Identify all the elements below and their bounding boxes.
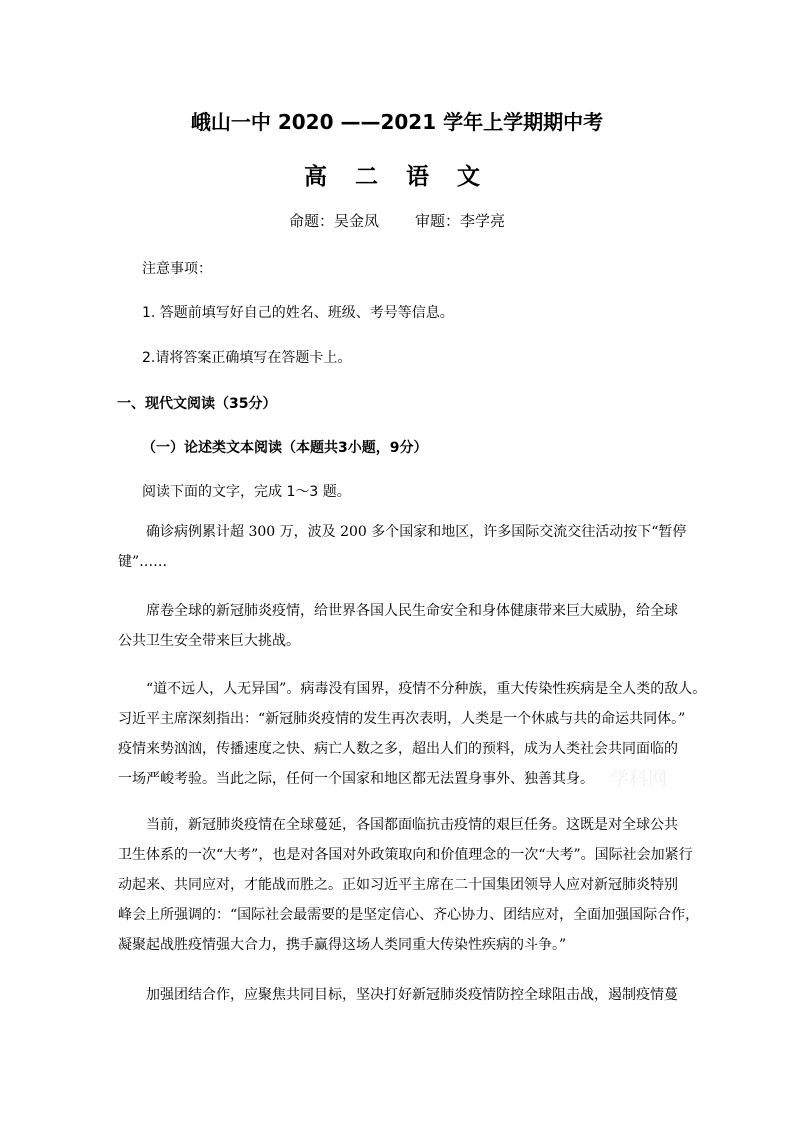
exam-subject: 高 二 语 文 (303, 164, 491, 190)
paragraph-line: 疫情来势汹汹，传播速度之快、病亡人数之多，超出人们的预料，成为人类社会共同面临的 (118, 741, 678, 757)
paragraph-line: 一场严峻考验。当此之际，任何一个国家和地区都无法置身事外、独善其身。 (118, 771, 594, 787)
passage-paragraph-2 (118, 596, 684, 656)
paragraph-line: 键”…… (118, 554, 168, 570)
paragraph-line: 动起来、共同应对，才能战而胜之。正如习近平主席在二十国集团领导人应对新冠肺炎特别 (118, 877, 678, 893)
section-title: 一、现代文阅读（35分） (117, 396, 277, 412)
passage-paragraph-5 (118, 980, 684, 1010)
reading-instruction: 阅读下面的文字，完成 1～3 题。 (142, 484, 351, 500)
passage-paragraph-3 (118, 674, 707, 794)
passage-paragraph-1 (118, 517, 687, 577)
subsection-title: （一）论述类文本阅读（本题共3小题，9分） (142, 440, 428, 456)
paragraph-line: 卫生体系的一次“大考”，也是对各国对外政策取向和价值理念的一次“大考”。国际社会加紧行 (118, 847, 693, 863)
paragraph-line: 公共卫生安全带来巨大挑战。 (118, 633, 300, 649)
paragraph-line: 峰会上所强调的：“国际社会最需要的是坚定信心、齐心协力、团结应对，全面加强国际合作， (118, 907, 700, 923)
paragraph-line: 加强团结合作，应聚焦共同目标，坚决打好新冠肺炎疫情防控全球阻击战，遏制疫情蔓 (146, 987, 678, 1003)
exam-authors (0, 210, 794, 231)
notice-item-1: 1. 答题前填写好自己的姓名、班级、考号等信息。 (142, 305, 454, 321)
exam-title: 峨山一中 2020 ——2021 学年上学期期中考 (190, 110, 604, 134)
setter-label: 命题：吴金凤 (288, 212, 379, 230)
watermark: 学科网 (610, 768, 668, 790)
notice-item-2: 2.请将答案正确填写在答题卡上。 (142, 350, 352, 366)
paragraph-line: “道不远人，人无异国”。病毒没有国界，疫情不分种族，重大传染性疾病是全人类的敌人。 (146, 681, 707, 697)
paragraph-line: 当前，新冠肺炎疫情在全球蔓延，各国都面临抗击疫情的艰巨任务。这既是对全球公共 (146, 817, 678, 833)
paragraph-line: 凝聚起战胜疫情强大合力，携手赢得这场人类同重大传染性疾病的斗争。” (118, 937, 567, 953)
paragraph-line: 确诊病例累计超 300 万，波及 200 多个国家和地区，许多国际交流交往活动按下“暂停 (146, 524, 687, 540)
reviewer-label: 审题：李学亮 (415, 212, 506, 230)
notice-heading: 注意事项： (142, 261, 212, 277)
paragraph-line: 席卷全球的新冠肺炎疫情，给世界各国人民生命安全和身体健康带来巨大威胁，给全球 (146, 603, 678, 619)
paragraph-line: 习近平主席深刻指出：“新冠肺炎疫情的发生再次表明，人类是一个休戚与共的命运共同体。” (118, 711, 686, 727)
passage-paragraph-4 (118, 810, 700, 960)
